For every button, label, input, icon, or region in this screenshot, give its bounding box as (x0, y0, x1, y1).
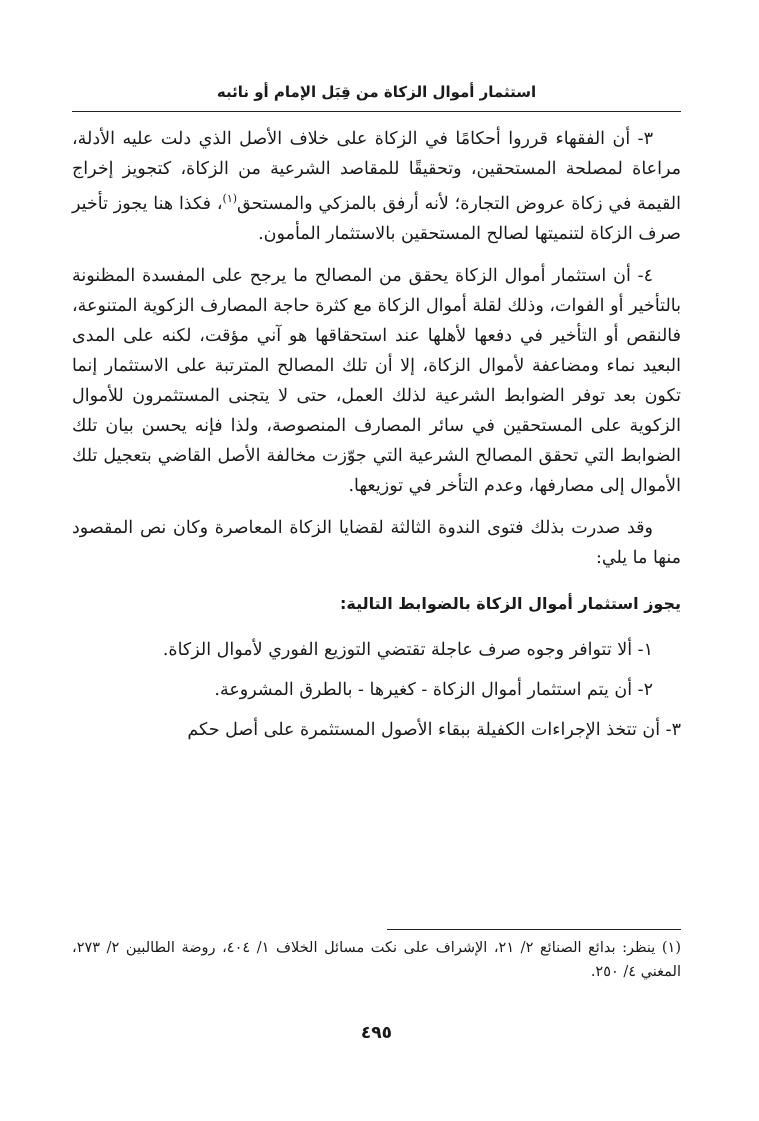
footnote-reference[interactable]: (١) (222, 192, 238, 205)
paragraph-point-3-text: ٣- أن الفقهاء قرروا أحكامًا في الزكاة على خلاف الأصل الذي دلت عليه الأدلة، مراعاة لمصلحة المستحقين، وتحقيقًا للمقاصد الشرعية من الزكاة، كتجويز إخراج القيمة في زكاة عروض التجارة؛ لأنه أرفق بالمزكي والمستحق (72, 129, 681, 214)
page-number: ٤٩٥ (360, 1023, 393, 1043)
paragraph-point-3 (72, 124, 681, 249)
fatwa-item-3: ٣- أن تتخذ الإجراءات الكفيلة ببقاء الأصول المستثمرة على أصل حكم (187, 719, 681, 740)
paragraph-point-3-tail: ، فكذا هنا يجوز تأخير صرف الزكاة لتنميتها لصالح المستحقين بالاستثمار المأمون. (72, 193, 681, 244)
paragraph-point-4: ٤- أن استثمار أموال الزكاة يحقق من المصالح ما يرجح على المفسدة المظنونة بالتأخير أو الفوات، وذلك لقلة أموال الزكاة مع كثرة حاجة المصارف الزكوية المتنوعة، فالنقص أو التأخير في دفعها لأهلها عند استحقاقها هو آني مؤقت، لكنه على المدى البعيد نماء ومضاعفة لأموال الزكاة، إلا أن تلك المصالح المترتبة على الاستثمار إنما تكون بعد توفر الضوابط الشرعية لذلك العمل، حتى لا يتجنى المستثمرون للأموال الزكوية على المستحقين في سائر المصارف المنصوصة، ولذا فإنه يحسن بيان تلك الضوابط التي تحقق المصالح الشرعية التي جوّزت مخالفة الأصل القاضي بتعجيل تلك الأموال إلى مصارفها، وعدم التأخر في توزيعها. (72, 265, 681, 496)
document-page (72, 0, 681, 1121)
running-head: استثمار أموال الزكاة من قِبَل الإمام أو نائبه (216, 83, 537, 101)
footnote: (١) ينظر: بدائع الصنائع ٢/ ٢١، الإشراف على نكت مسائل الخلاف ١/ ٤٠٤، روضة الطالبين ٢/ ٢٧٣، المغني ٤/ ٢٥٠. (72, 940, 681, 980)
paragraph-fatwa-intro: وقد صدرت بذلك فتوى الندوة الثالثة لقضايا الزكاة المعاصرة وكان نص المقصود منها ما يلي: (72, 517, 681, 568)
footnote-rule (387, 929, 681, 930)
fatwa-heading: يجوز استثمار أموال الزكاة بالضوابط التالية: (340, 593, 681, 613)
header-rule (72, 111, 681, 112)
fatwa-item-1: ١- ألا تتوافر وجوه صرف عاجلة تقتضي التوزيع الفوري لأموال الزكاة. (162, 639, 653, 660)
fatwa-item-2: ٢- أن يتم استثمار أموال الزكاة - كغيرها - بالطرق المشروعة. (214, 679, 653, 700)
main-text (72, 124, 681, 745)
